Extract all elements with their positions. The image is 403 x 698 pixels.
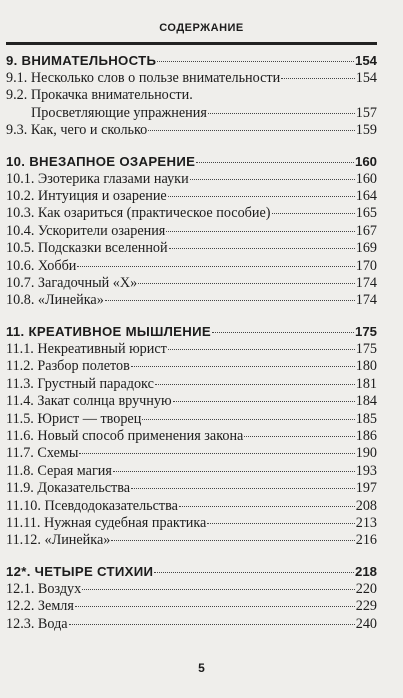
dot-leader [281, 78, 355, 79]
toc-page-number: 160 [354, 153, 377, 169]
toc-entry-title: 11.6. Новый способ применения закона [6, 427, 244, 444]
toc-entry-title: 11.4. Закат солнца вручную [6, 393, 172, 410]
toc-entry-title: 10.1. Эзотерика глазами науки [6, 170, 189, 187]
toc-entry [6, 205, 377, 222]
toc-page-number: 169 [355, 240, 377, 257]
dot-leader [69, 624, 355, 625]
dot-leader [190, 179, 355, 180]
toc-page-number: 154 [354, 53, 377, 68]
header-rule [6, 42, 377, 45]
dot-leader [131, 488, 355, 489]
toc-entry [6, 240, 377, 257]
dot-leader [169, 248, 355, 249]
toc-page-number: 216 [355, 532, 377, 549]
toc-page-number: 193 [355, 462, 377, 479]
toc-entry [6, 188, 377, 205]
toc-entry-title: 11.3. Грустный парадокс [6, 375, 154, 392]
page-number: 5 [198, 661, 205, 675]
dot-leader [82, 589, 354, 590]
dot-leader [179, 506, 355, 507]
dot-leader [154, 572, 354, 573]
dot-leader [113, 471, 355, 472]
toc-entry-title: 10.7. Загадочный «Х» [6, 275, 138, 292]
toc-page-number: 175 [355, 340, 377, 357]
toc-entry [6, 70, 377, 87]
toc-entry-title: 12.3. Вода [6, 615, 68, 632]
toc-page-number: 208 [355, 497, 377, 514]
toc-entry [6, 498, 377, 515]
dot-leader [272, 213, 355, 214]
toc-page-number: 170 [355, 257, 377, 274]
page-header: СОДЕРЖАНИЕ [159, 22, 244, 34]
toc-entry [6, 515, 377, 532]
chapter-title: 9. ВНИМАТЕЛЬНОСТЬ [6, 53, 157, 68]
toc-entry-title: 12.1. Воздух [6, 580, 82, 597]
toc-entry-title: 11.7. Схемы [6, 445, 79, 462]
chapter-heading [6, 52, 377, 70]
dot-leader [79, 453, 354, 454]
dot-leader [208, 113, 355, 114]
toc-entry-title: 11.2. Разбор полетов [6, 358, 130, 375]
table-of-contents [6, 52, 377, 646]
toc-chapter [6, 153, 377, 310]
toc-entry-title: 9.1. Несколько слов о пользе внимательности [6, 70, 281, 86]
toc-page-number: 184 [355, 393, 377, 410]
toc-entry-title-continued: Просветляющие упражнения [31, 104, 207, 121]
toc-page-number: 174 [355, 275, 377, 292]
dot-leader [207, 523, 354, 524]
dot-leader [77, 266, 354, 267]
dot-leader [148, 130, 354, 131]
chapter-heading [6, 563, 377, 581]
dot-leader [168, 196, 355, 197]
chapter-title: 11. КРЕАТИВНОЕ МЫШЛЕНИЕ [6, 323, 211, 339]
dot-leader [244, 436, 354, 437]
toc-entry [6, 393, 377, 410]
toc-page-number: 240 [355, 615, 377, 632]
toc-entry-title: 10.5. Подсказки вселенной [6, 240, 168, 257]
toc-entry-title: 10.6. Хобби [6, 257, 77, 274]
toc-entry [6, 258, 377, 275]
toc-entry-title: 11.9. Доказательства [6, 480, 131, 497]
toc-entry-title: 11.12. «Линейка» [6, 532, 111, 549]
toc-page-number: 159 [355, 122, 377, 139]
toc-entry [6, 411, 377, 428]
dot-leader [157, 61, 354, 62]
toc-entry [6, 275, 377, 292]
toc-entry [6, 445, 377, 462]
chapter-heading [6, 323, 377, 341]
toc-entry-title: 10.2. Интуиция и озарение [6, 188, 167, 205]
toc-entry [6, 223, 377, 240]
toc-entry-title: 10.4. Ускорители озарения [6, 222, 166, 239]
dot-leader [155, 384, 355, 385]
toc-entry-title: 12.2. Земля [6, 598, 74, 615]
dot-leader [196, 162, 354, 163]
toc-page-number: 185 [355, 410, 377, 427]
dot-leader [142, 419, 354, 420]
toc-entry-line1 [6, 87, 377, 104]
dot-leader [105, 300, 355, 301]
toc-page-number: 181 [355, 375, 377, 392]
toc-entry-title: 10.8. «Линейка» [6, 292, 104, 309]
toc-chapter [6, 323, 377, 550]
toc-page-number: 164 [355, 188, 377, 205]
toc-entry [6, 463, 377, 480]
toc-page-number: 160 [355, 170, 377, 187]
toc-entry [6, 581, 377, 598]
toc-page-number: 213 [355, 514, 377, 531]
dot-leader [212, 332, 354, 333]
toc-page-number: 218 [354, 563, 377, 579]
toc-page-number: 175 [354, 323, 377, 339]
chapter-title: 10. ВНЕЗАПНОЕ ОЗАРЕНИЕ [6, 153, 196, 169]
toc-entry-title: 9.2. Прокачка внимательности. [6, 87, 193, 104]
toc-entry-title: 11.1. Некреативный юрист [6, 340, 167, 357]
chapter-heading [6, 153, 377, 171]
toc-entry-title: 11.11. Нужная судебная практика [6, 514, 207, 531]
toc-entry [6, 292, 377, 309]
toc-entry [6, 616, 377, 633]
toc-entry-title: 10.3. Как озариться (практическое пособие) [6, 205, 271, 222]
toc-page-number: 186 [355, 427, 377, 444]
dot-leader [131, 366, 355, 367]
toc-entry-title: 11.8. Серая магия [6, 462, 112, 479]
toc-entry [6, 480, 377, 497]
toc-page-number: 220 [355, 580, 377, 597]
toc-page-number: 174 [355, 292, 377, 309]
chapter-title: 12*. ЧЕТЫРЕ СТИХИИ [6, 563, 154, 579]
dot-leader [173, 401, 355, 402]
toc-page-number: 180 [355, 358, 377, 375]
toc-page-number: 165 [355, 205, 377, 222]
toc-entry [6, 532, 377, 549]
toc-entry [6, 598, 377, 615]
toc-entry-title: 9.3. Как, чего и сколько [6, 122, 148, 139]
toc-page-number: 157 [355, 104, 377, 121]
toc-entry [6, 341, 377, 358]
toc-entry-title: 11.10. Псевдодоказательства [6, 497, 178, 514]
dot-leader [138, 283, 354, 284]
toc-page-number: 167 [355, 222, 377, 239]
toc-entry [6, 122, 377, 139]
toc-entry [6, 358, 377, 375]
toc-page-number: 229 [355, 598, 377, 615]
toc-entry-line2 [6, 105, 377, 122]
dot-leader [168, 349, 355, 350]
toc-page-number: 190 [355, 445, 377, 462]
toc-entry [6, 428, 377, 445]
toc-entry [6, 171, 377, 188]
toc-chapter [6, 52, 377, 140]
dot-leader [75, 606, 355, 607]
dot-leader [111, 540, 354, 541]
dot-leader [166, 231, 354, 232]
toc-entry-title: 11.5. Юрист — творец [6, 410, 142, 427]
toc-chapter [6, 563, 377, 633]
toc-entry [6, 376, 377, 393]
toc-page-number: 154 [355, 70, 377, 86]
toc-page-number: 197 [355, 480, 377, 497]
